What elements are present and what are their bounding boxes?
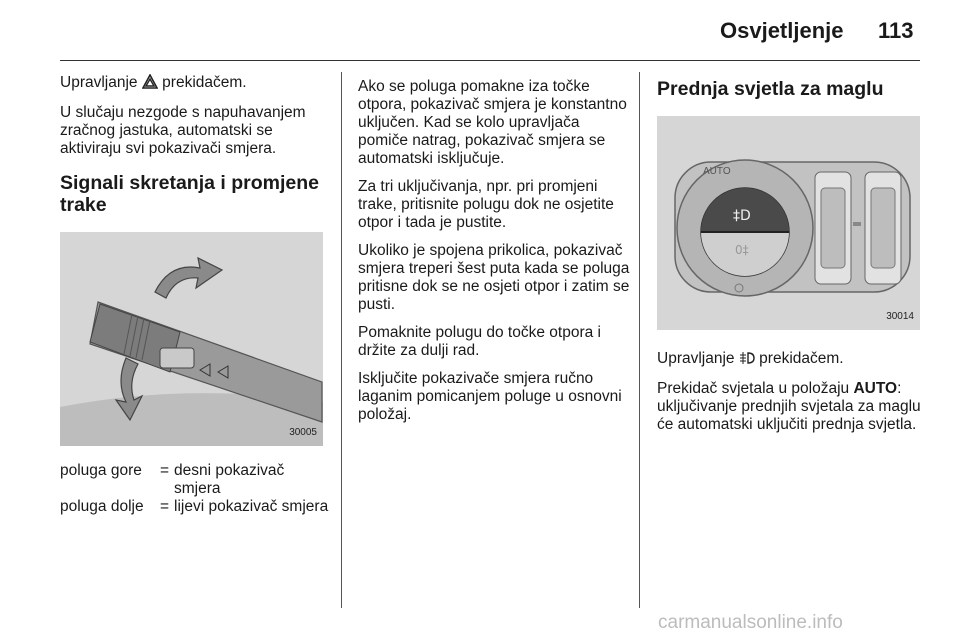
definition-equals: = — [160, 462, 170, 479]
auto-mode-paragraph — [657, 380, 922, 434]
auto-mode-prefix: Prekidač svjetala u položaju — [657, 380, 850, 397]
turn-signal-heading: Signali skretanja i promjene trake — [60, 172, 320, 216]
column-2 — [358, 78, 630, 434]
page-number: 113 — [878, 18, 914, 43]
front-fog-light-icon — [739, 351, 755, 370]
definition-row-up — [60, 462, 330, 498]
figure-code: 30014 — [886, 311, 914, 322]
turn-signal-lever-illustration — [60, 232, 323, 446]
hazard-paragraph — [60, 74, 330, 94]
paragraph-4: Pomaknite polugu do točke otpora i držite za dulji rad. — [358, 324, 601, 359]
auto-label: AUTO — [703, 166, 731, 177]
definition-term: poluga gore — [60, 462, 142, 479]
auto-mode-suffix: : uključivanje prednjih svjetala za maglu će automatski uključiti prednja svjetla. — [657, 380, 921, 433]
column-divider-1 — [341, 72, 342, 608]
paragraph-3: Ukoliko je spojena prikolica, pokazivač smjera treperi šest puta kada se poluga pritisne dok se ne osjeti otpor i zatim se pusti. — [358, 242, 630, 313]
definition-list — [60, 462, 330, 516]
header-divider — [60, 60, 920, 61]
definition-value: lijevi pokazivač smjera — [174, 498, 329, 515]
column-divider-2 — [639, 72, 640, 608]
paragraph-5: Isključite pokazivače smjera ručno laganim pomicanjem poluge u osnovni položaj. — [358, 370, 622, 423]
svg-text:0‡: 0‡ — [735, 243, 749, 257]
paragraph-2: Za tri uključivanja, npr. pri promjeni trake, pritisnite polugu dok ne osjetite otpor i tada je pustite. — [358, 178, 614, 231]
svg-text:‡D: ‡D — [733, 208, 751, 224]
fog-light-switch-figure — [657, 116, 920, 330]
fog-lights-heading: Prednja svjetla za maglu — [657, 78, 884, 100]
hazard-prefix: Upravljanje — [60, 74, 138, 91]
paragraph-1: Ako se poluga pomakne iza točke otpora, pokazivač smjera je konstantno uključen. Kad se kolo upravljača pomiče natrag, pokazivač smjera se automatski isključuje. — [358, 78, 627, 167]
column-3 — [657, 78, 922, 444]
watermark: carmanualsonline.info — [658, 612, 843, 633]
definition-equals: = — [160, 498, 170, 515]
airbag-paragraph: U slučaju nezgode s napuhavanjem zračnog jastuka, automatski se aktiviraju svi pokazivači smjera. — [60, 104, 306, 157]
fog-control-paragraph — [657, 350, 922, 370]
figure-code: 30005 — [289, 427, 317, 438]
fog-control-suffix: prekidačem. — [759, 350, 844, 367]
light-switch-illustration — [657, 116, 920, 330]
definition-value: desni pokazivač smjera — [174, 462, 285, 497]
definition-term: poluga dolje — [60, 498, 144, 515]
hazard-warning-icon — [142, 74, 158, 94]
turn-signal-figure — [60, 232, 323, 446]
column-1 — [60, 74, 330, 516]
definition-row-down — [60, 498, 330, 516]
fog-control-prefix: Upravljanje — [657, 350, 735, 367]
auto-mode-keyword: AUTO — [853, 380, 898, 397]
page-section-title: Osvjetljenje — [720, 18, 844, 43]
hazard-suffix: prekidačem. — [162, 74, 247, 91]
